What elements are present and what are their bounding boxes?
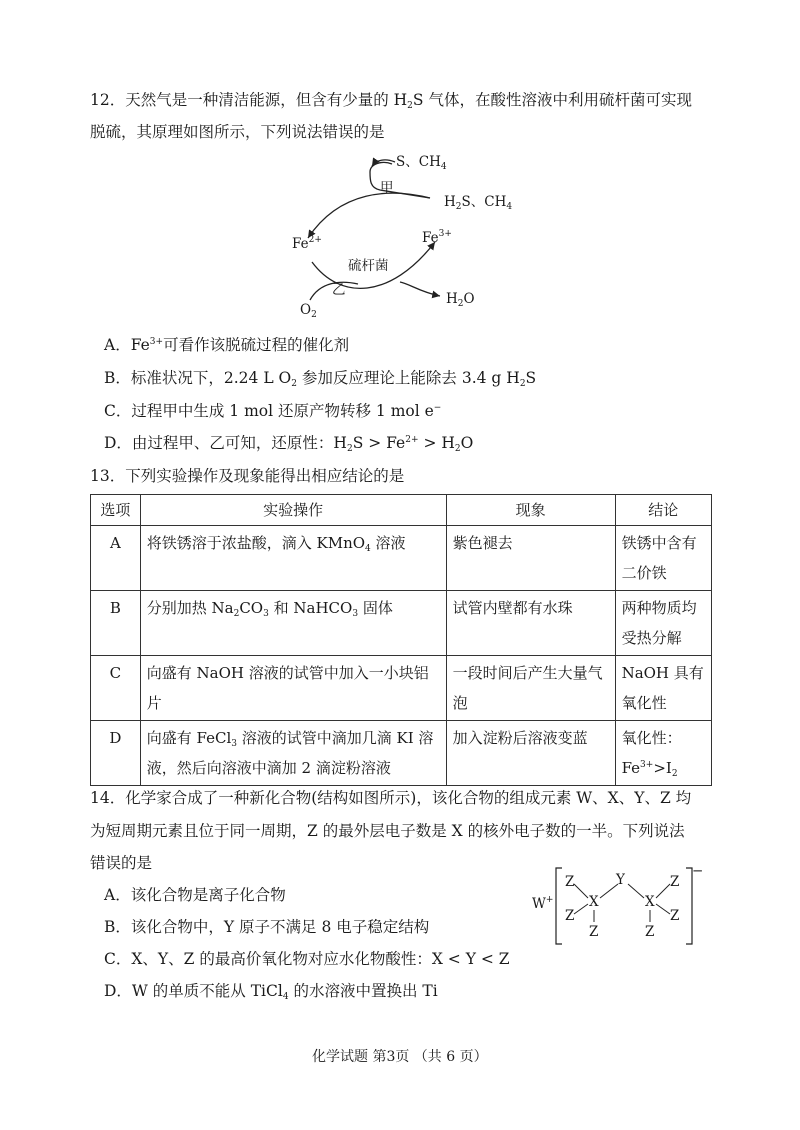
table-row — [91, 656, 712, 721]
fe2-label: $Fe^{2+}$ — [292, 235, 322, 252]
table-header: 选项 — [91, 495, 141, 526]
q13-stem: 13．下列实验操作及现象能得出相应结论的是 — [90, 467, 405, 485]
product-s-ch4: S、$CH_4$ — [396, 154, 447, 172]
atom-y: Y — [616, 872, 625, 888]
q12-option-b: B．标准状况下，2.24 L $O_2$ 参加反应理论上能除去 3.4 g $H_2S$ — [104, 369, 537, 389]
row-conclusion: 两种物质均受热分解 — [615, 591, 711, 656]
atom-z: Z — [565, 874, 575, 890]
experiment-table — [90, 494, 712, 786]
page-footer: 化学试题 第3页 （共 6 页） — [312, 1049, 488, 1065]
table-header: 结论 — [615, 495, 711, 526]
table-row — [91, 591, 712, 656]
row-conclusion: NaOH 具有氧化性 — [615, 656, 711, 721]
q12-option-a: A．$Fe^{3+}$可看作该脱硫过程的催化剂 — [104, 336, 350, 354]
row-phenomenon: 试管内壁都有水珠 — [446, 591, 615, 656]
atom-z: Z — [565, 908, 575, 924]
w-cation-label: W+ — [532, 895, 554, 912]
atom-z: Z — [670, 874, 680, 890]
atom-z: Z — [645, 924, 655, 940]
upper-arc-arrow — [308, 193, 430, 238]
atom-x: X — [645, 894, 655, 910]
row-operation: 向盛有 NaOH 溶液的试管中加入一小块铝片 — [140, 656, 446, 721]
table-header-row — [91, 495, 712, 526]
row-option: B — [91, 591, 141, 656]
row-option: D — [91, 721, 141, 786]
table-header: 现象 — [446, 495, 615, 526]
q12-stem-line2: 脱硫，其原理如图所示，下列说法错误的是 — [90, 123, 385, 141]
row-phenomenon: 紫色褪去 — [446, 526, 615, 591]
q14-option-d: D．W 的单质不能从 TiCl$_4$ 的水溶液中置换出 Ti — [104, 982, 438, 1002]
o2-label: $O_2$ — [300, 302, 317, 320]
q14-stem-line1: 14．化学家合成了一种新化合物(结构如图所示)，该化合物的组成元素 W、X、Y、Z 均 — [90, 789, 692, 807]
atom-z: Z — [670, 908, 680, 924]
q14-stem-line2: 为短周期元素且位于同一周期，Z 的最外层电子数是 X 的核外电子数的一半。下列说法 — [90, 822, 685, 840]
table-header: 实验操作 — [140, 495, 446, 526]
row-option: C — [91, 656, 141, 721]
q14-option-b: B．该化合物中，Y 原子不满足 8 电子稳定结构 — [104, 918, 430, 936]
process-yi-label: 乙 — [332, 282, 346, 298]
table-row — [91, 526, 712, 591]
row-phenomenon: 一段时间后产生大量气泡 — [446, 656, 615, 721]
h2o-label: $H_2O$ — [446, 291, 475, 309]
q12-option-c: C．过程甲中生成 1 mol 还原产物转移 1 mol e− — [104, 402, 442, 420]
q12-stem-line1: 12．天然气是一种清洁能源，但含有少量的 $H_2S$ 气体，在酸性溶液中利用硫杆菌可实现 — [90, 91, 692, 111]
q12-option-d: D．由过程甲、乙可知，还原性：$H_2S > Fe^{2+} > H_2O$ — [104, 434, 474, 454]
h2o-output-arrow — [400, 282, 440, 296]
atom-z: Z — [589, 924, 599, 940]
table-row — [91, 721, 712, 786]
row-operation: 分别加热 $Na_2CO_3$ 和 NaHCO$_3$ 固体 — [140, 591, 446, 656]
process-jia-label: 甲 — [380, 180, 394, 196]
atom-x: X — [589, 894, 599, 910]
row-conclusion: 氧化性： $Fe^{3+}>I_2$ — [615, 721, 711, 786]
row-option: A — [91, 526, 141, 591]
input-h2s-ch4: $H_2S$、$CH_4$ — [444, 194, 513, 212]
row-operation: 向盛有 FeCl$_3$ 溶液的试管中滴加几滴 KI 溶液，然后向溶液中滴加 2 滴淀粉溶液 — [140, 721, 446, 786]
fe3-label: $Fe^{3+}$ — [422, 229, 452, 246]
q14-option-c: C．X、Y、Z 的最高价氧化物对应水化物酸性：X < Y < Z — [104, 950, 510, 968]
bacteria-label: 硫杆菌 — [348, 258, 389, 274]
q14-option-a: A．该化合物是离子化合物 — [104, 886, 286, 904]
q14-stem-line3: 错误的是 — [90, 854, 153, 872]
row-conclusion: 铁锈中含有二价铁 — [615, 526, 711, 591]
row-operation: 将铁锈溶于浓盐酸，滴入 KMnO$_4$ 溶液 — [140, 526, 446, 591]
row-phenomenon: 加入淀粉后溶液变蓝 — [446, 721, 615, 786]
anion-charge: − — [692, 863, 704, 879]
